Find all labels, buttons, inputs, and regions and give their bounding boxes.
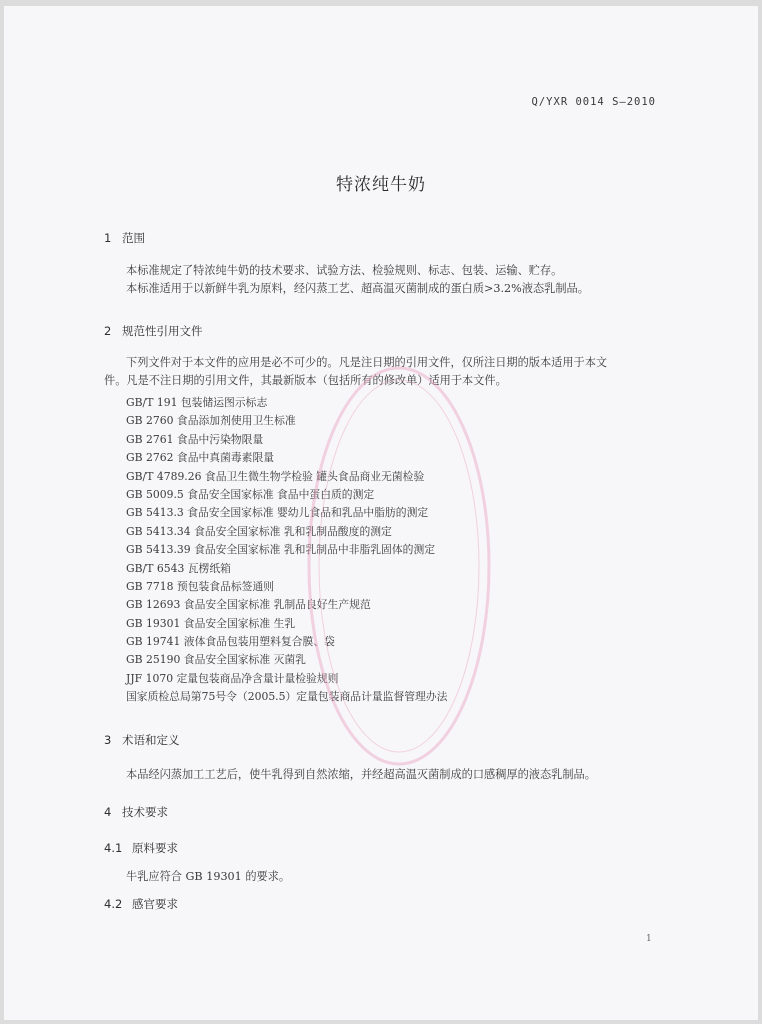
reference-item: GB 7718 预包装食品标签通则 (126, 579, 275, 593)
subsection-number: 4.2 (104, 897, 123, 911)
document-title: 特浓纯牛奶 (336, 175, 426, 195)
reference-item: GB 2761 食品中污染物限量 (126, 432, 264, 446)
subsection-number: 4.1 (104, 841, 123, 855)
subsection-4-1-heading (104, 840, 178, 856)
section-4-heading (104, 804, 168, 820)
document-page (4, 6, 758, 1020)
reference-item: GB 19741 液体食品包装用塑料复合膜、袋 (126, 635, 335, 649)
subsection-title: 原料要求 (132, 841, 178, 855)
reference-item: GB 19301 食品安全国家标准 生乳 (126, 616, 296, 630)
section-title: 技术要求 (122, 805, 168, 819)
section-number: 1 (104, 231, 112, 245)
section-1-paragraph-2: 本标准适用于以新鲜牛乳为原料，经闪蒸工艺、超高温灭菌制成的蛋白质>3.2%液态乳制品。 (126, 282, 589, 295)
reference-item: GB/T 4789.26 食品卫生微生物学检验 罐头食品商业无菌检验 (126, 469, 425, 483)
reference-item: 国家质检总局第75号令（2005.5）定量包装商品计量监督管理办法 (126, 690, 448, 704)
reference-item: GB/T 191 包装储运图示标志 (126, 396, 268, 409)
reference-item: GB 2762 食品中真菌毒素限量 (126, 451, 275, 465)
reference-item: GB 12693 食品安全国家标准 乳制品良好生产规范 (126, 598, 371, 612)
reference-item: GB 5413.3 食品安全国家标准 婴幼儿食品和乳品中脂肪的测定 (126, 506, 429, 520)
section-title: 规范性引用文件 (122, 324, 203, 338)
reference-item: JJF 1070 定量包装商品净含量计量检验规则 (126, 671, 339, 685)
section-title: 范围 (122, 231, 145, 245)
reference-list (126, 394, 447, 707)
section-1-paragraph-1: 本标准规定了特浓纯牛奶的技术要求、试验方法、检验规则、标志、包装、运输、贮存。 (126, 264, 563, 277)
subsection-4-1-paragraph: 牛乳应符合 GB 19301 的要求。 (126, 870, 291, 883)
reference-item: GB 5009.5 食品安全国家标准 食品中蛋白质的测定 (126, 487, 375, 501)
section-3-heading (104, 732, 180, 748)
section-number: 4 (104, 805, 112, 819)
section-2-intro-line-2: 件。凡是不注日期的引用文件，其最新版本（包括所有的修改单）适用于本文件。 (104, 374, 507, 387)
reference-item: GB 25190 食品安全国家标准 灭菌乳 (126, 653, 306, 667)
section-title: 术语和定义 (122, 733, 180, 747)
section-2-intro-line-1: 下列文件对于本文件的应用是必不可少的。凡是注日期的引用文件，仅所注日期的版本适用于本文 (126, 356, 608, 369)
reference-item: GB 2760 食品添加剂使用卫生标准 (126, 414, 296, 428)
section-number: 3 (104, 733, 112, 747)
section-2-heading (104, 323, 203, 339)
section-number: 2 (104, 324, 112, 338)
reference-item: GB 5413.39 食品安全国家标准 乳和乳制品中非脂乳固体的测定 (126, 543, 436, 557)
subsection-title: 感官要求 (132, 897, 178, 911)
section-3-paragraph: 本品经闪蒸加工工艺后，使牛乳得到自然浓缩，并经超高温灭菌制成的口感稠厚的液态乳制品。 (126, 768, 596, 781)
section-1-heading (104, 230, 145, 246)
document-code: Q/YXR 0014 S—2010 (531, 96, 656, 108)
reference-item: GB/T 6543 瓦楞纸箱 (126, 561, 231, 575)
subsection-4-2-heading (104, 896, 178, 912)
reference-item: GB 5413.34 食品安全国家标准 乳和乳制品酸度的测定 (126, 524, 392, 538)
page-number: 1 (646, 934, 652, 944)
